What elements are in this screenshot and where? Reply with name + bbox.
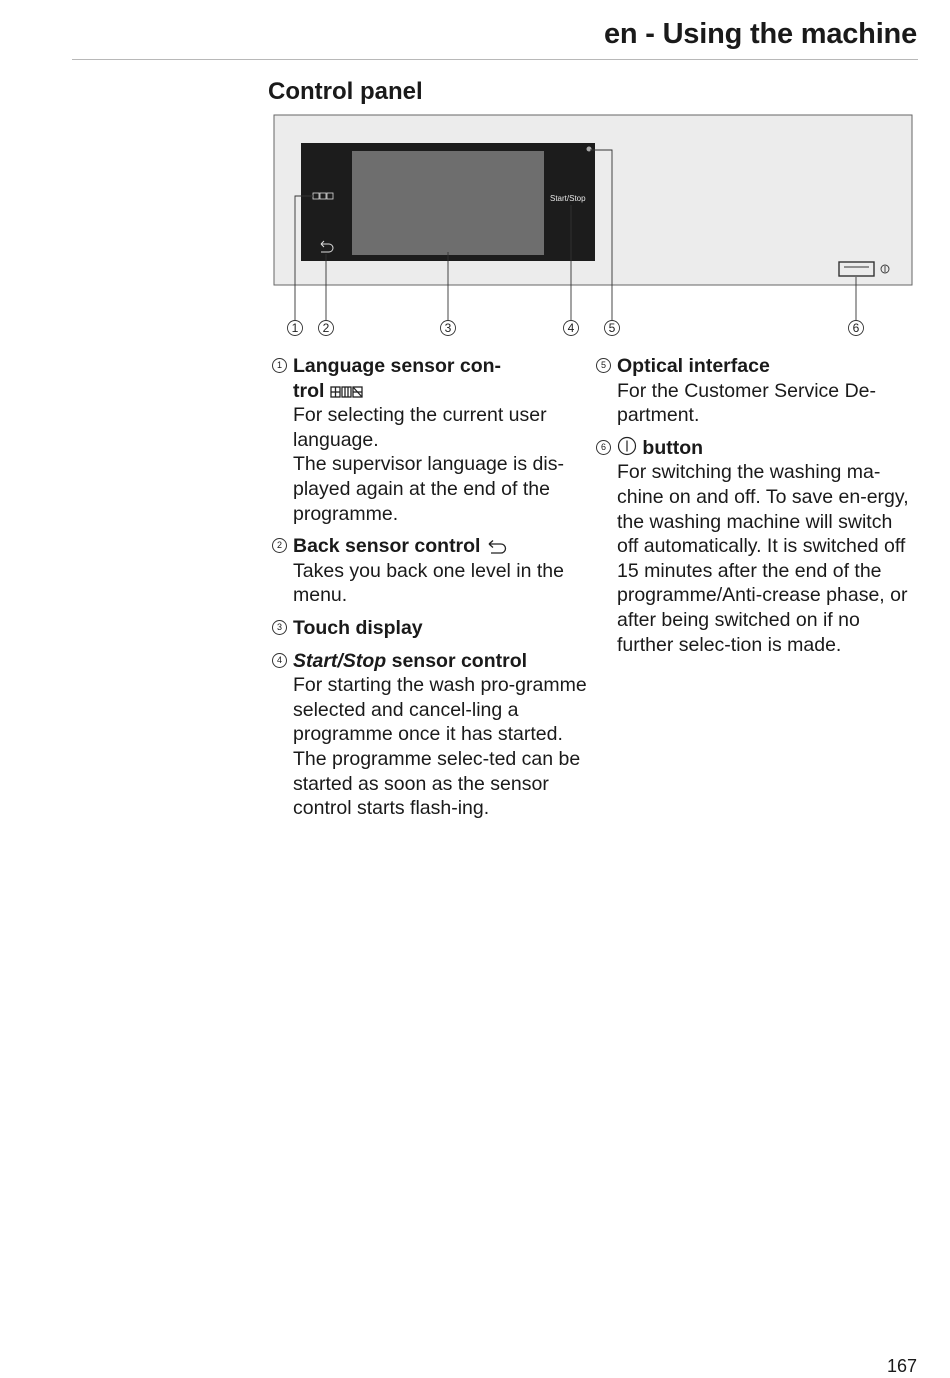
header-divider <box>72 59 918 60</box>
item-number: 1 <box>272 358 287 373</box>
page-number: 167 <box>886 1356 917 1376</box>
item-description: For switching the washing ma-chine on and off. To save en-ergy, the washing machine will switch off automatically. It is switched off 15 minutes after the end of the programme/Anti-crease phase, or after being switched on if no further selec-tion is made. <box>617 461 909 656</box>
descriptions-left-column <box>272 354 590 829</box>
section-title: Control panel <box>268 78 423 105</box>
descriptions-right-column <box>596 354 918 665</box>
list-item-back <box>272 534 590 608</box>
svg-text:2: 2 <box>322 321 330 335</box>
svg-text:1: 1 <box>291 321 299 335</box>
language-flags-icon <box>330 385 364 399</box>
item-number: 3 <box>272 620 287 635</box>
svg-text:4: 4 <box>567 321 575 335</box>
list-item-language <box>272 354 590 526</box>
callout-1 <box>288 321 303 336</box>
svg-text:6: 6 <box>852 321 860 335</box>
list-item-power-button <box>596 436 918 657</box>
back-arrow-icon <box>486 540 508 554</box>
svg-text:5: 5 <box>608 321 616 335</box>
optical-interface-icon <box>587 147 592 152</box>
item-description-2: The supervisor language is dis-played again at the end of the programme. <box>293 453 564 525</box>
page-header-title: en - Using the machine <box>603 18 917 50</box>
item-title: Language sensor con- trol <box>293 355 502 402</box>
item-title: button <box>617 436 918 461</box>
item-number: 4 <box>272 653 287 668</box>
item-description: For starting the wash pro-gramme selected and cancel-ling a programme once it has started. The programme selec-ted can be started as soon as the sensor control starts flash-ing. <box>293 674 587 820</box>
callout-3 <box>441 321 456 336</box>
callout-2 <box>319 321 334 336</box>
start-stop-label: Start/Stop <box>550 194 586 203</box>
list-item-optical-interface <box>596 354 918 428</box>
item-description: For the Customer Service De-partment. <box>617 379 876 427</box>
power-icon <box>617 436 637 456</box>
item-number: 6 <box>596 440 611 455</box>
svg-text:3: 3 <box>444 321 452 335</box>
item-title: Touch display <box>293 616 423 639</box>
item-title: Start/Stop sensor control <box>293 649 528 672</box>
item-description: Takes you back one level in the menu. <box>293 559 565 607</box>
item-description: For selecting the current user language. <box>293 404 547 451</box>
item-title: Back sensor control <box>293 534 590 559</box>
callout-5 <box>605 321 620 336</box>
touch-display <box>352 151 544 255</box>
control-panel-figure <box>268 110 920 345</box>
list-item-start-stop <box>272 649 590 821</box>
item-title: Optical interface <box>617 355 770 377</box>
list-item-touch-display <box>272 616 590 641</box>
item-number: 2 <box>272 538 287 553</box>
item-number: 5 <box>596 358 611 373</box>
callout-6 <box>849 321 864 336</box>
callout-4 <box>564 321 579 336</box>
